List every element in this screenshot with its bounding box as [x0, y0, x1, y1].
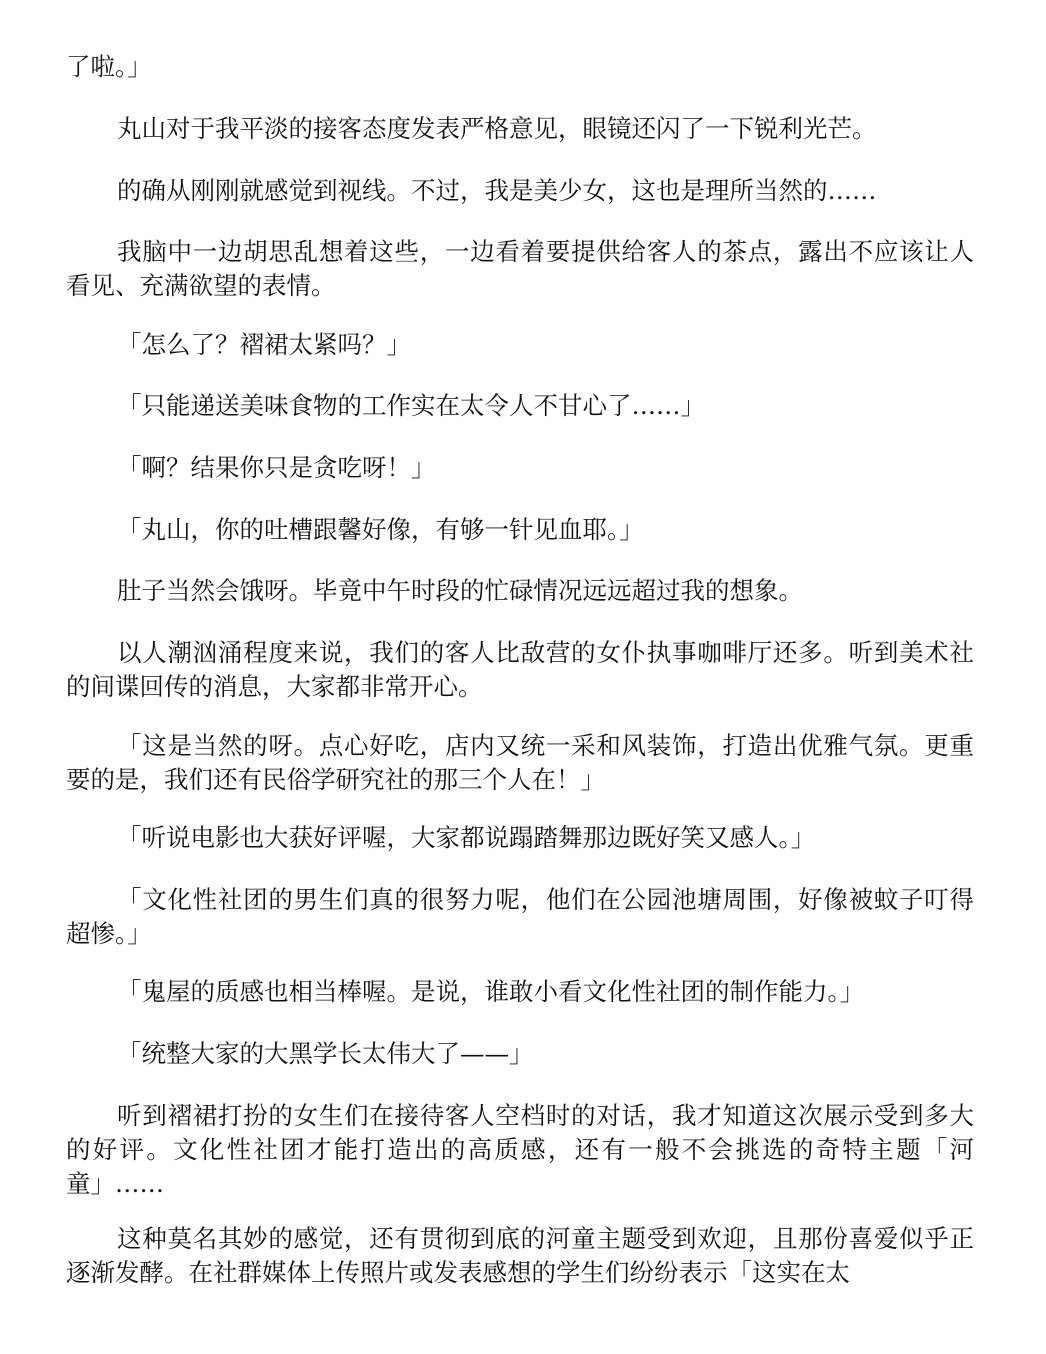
- paragraph-9: 肚子当然会饿呀。毕竟中午时段的忙碌情况远远超过我的想象。: [117, 576, 803, 605]
- paragraph-11: 「这是当然的呀。点心好吃，店内又统一采和风装饰，打造出优雅气氛。更重要的是，我们还有民俗学研究社的那三个人在！」: [66, 731, 974, 794]
- paragraph-15: 「统整大家的大黑学长太伟大了——」: [117, 1039, 534, 1068]
- paragraph-13: 「文化性社团的男生们真的很努力呢，他们在公园池塘周围，好像被蚊子叮得超惨。」: [66, 885, 974, 948]
- paragraph-12: 「听说电影也大获好评喔，大家都说蹋踏舞那边既好笑又感人。」: [117, 823, 816, 852]
- paragraph-2: 丸山对于我平淡的接客态度发表严格意见，眼镜还闪了一下锐利光芒。: [117, 114, 877, 143]
- paragraph-10: 以人潮汹涌程度来说，我们的客人比敌营的女仆执事咖啡厅还多。听到美术社的间谍回传的消息，大家都非常开心。: [66, 638, 974, 701]
- paragraph-17: 这种莫名其妙的感觉，还有贯彻到底的河童主题受到欢迎，且那份喜爱似乎正逐渐发酵。在社群媒体上传照片或发表感想的学生们纷纷表示「这实在太: [66, 1224, 974, 1287]
- paragraph-14: 「鬼屋的质感也相当棒喔。是说，谁敢小看文化性社团的制作能力。」: [117, 977, 865, 1006]
- paragraph-16: 听到褶裙打扮的女生们在接待客人空档时的对话，我才知道这次展示受到多大的好评。文化性社团才能打造出的高质感，还有一般不会挑选的奇特主题「河童」……: [66, 1101, 974, 1198]
- paragraph-4: 我脑中一边胡思乱想着这些，一边看着要提供给客人的茶点，露出不应该让人看见、充满欲望的表情。: [66, 237, 974, 300]
- paragraph-8: 「丸山，你的吐槽跟馨好像，有够一针见血耶。」: [117, 515, 644, 544]
- paragraph-6: 「只能递送美味食物的工作实在太令人不甘心了……」: [117, 391, 705, 420]
- paragraph-3: 的确从刚刚就感觉到视线。不过，我是美少女，这也是理所当然的……: [117, 176, 877, 205]
- paragraph-7: 「啊？结果你只是贪吃呀！」: [117, 453, 436, 482]
- paragraph-1: 了啦。」: [66, 52, 152, 81]
- paragraph-5: 「怎么了？褶裙太紧吗？」: [117, 330, 411, 359]
